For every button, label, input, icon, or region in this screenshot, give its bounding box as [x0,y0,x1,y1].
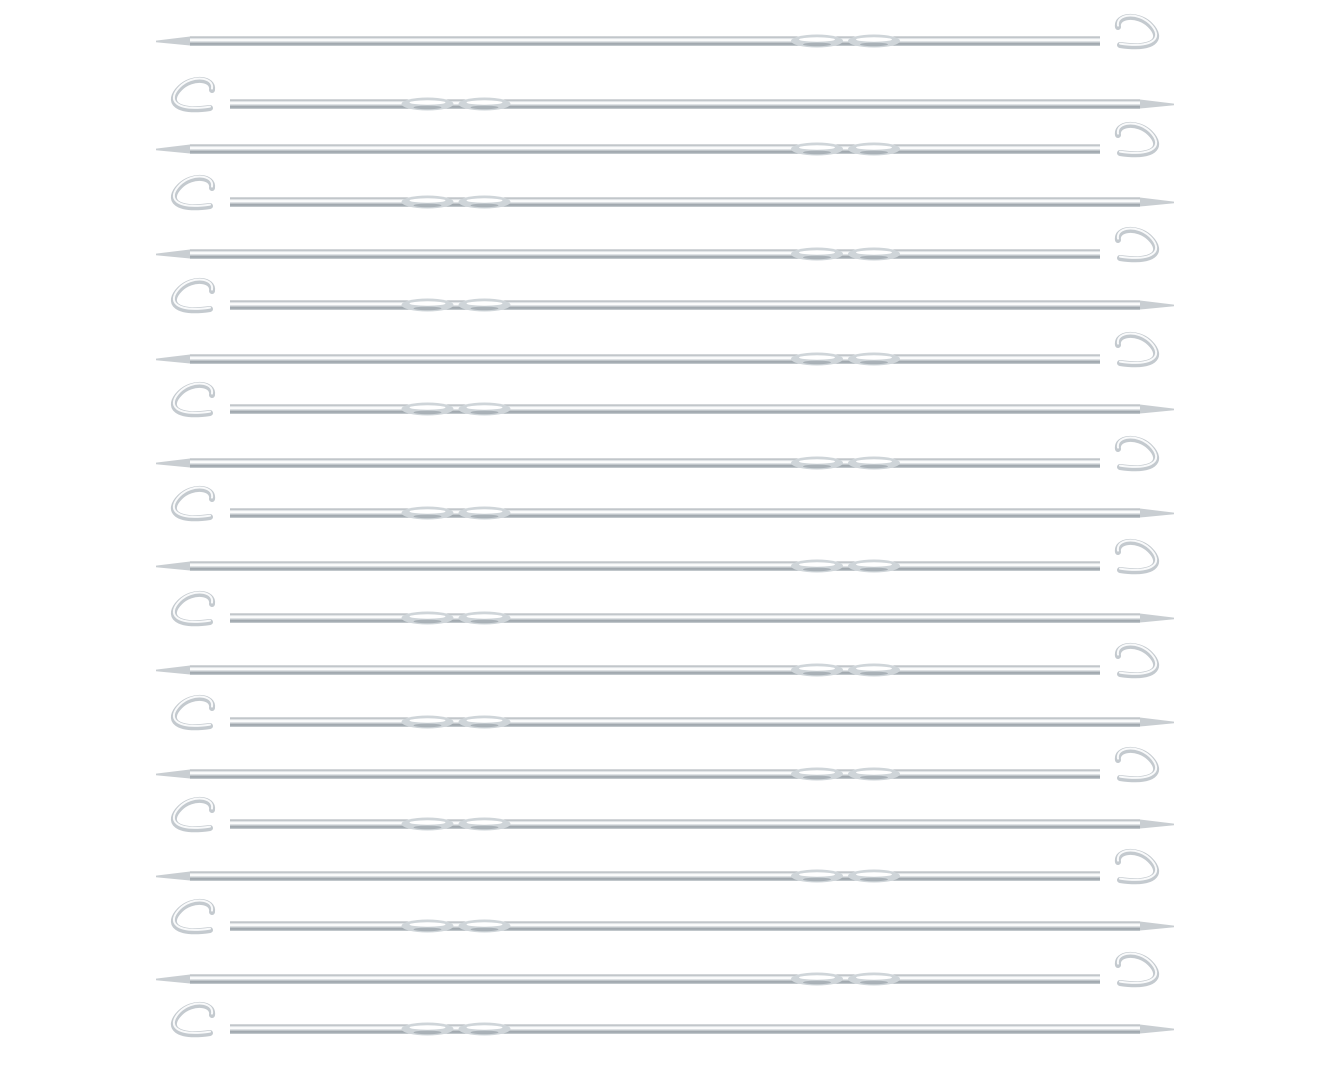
skewer-8 [0,378,1320,440]
skewer-6 [0,274,1320,336]
skewer-1 [0,10,1320,72]
skewer-20 [0,998,1320,1060]
